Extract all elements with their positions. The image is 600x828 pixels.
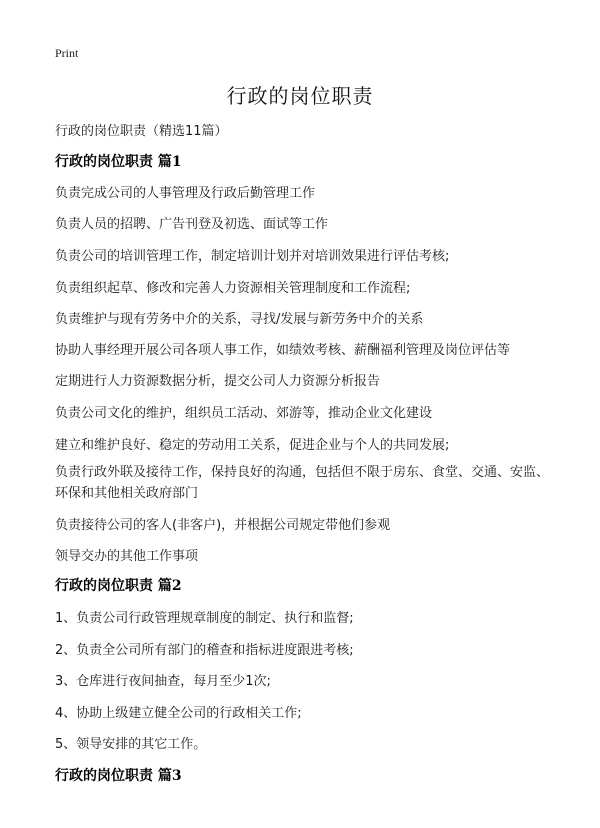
list-item: 负责维护与现有劳务中介的关系，寻找/发展与新劳务中介的关系 bbox=[55, 312, 424, 327]
document-subtitle: 行政的岗位职责（精选11篇） bbox=[55, 124, 228, 139]
list-item: 领导交办的其他工作事项 bbox=[55, 549, 199, 564]
list-item: 3、仓库进行夜间抽查，每月至少1次; bbox=[55, 674, 271, 689]
list-item: 负责接待公司的客人(非客户)，并根据公司规定带他们参观 bbox=[55, 518, 391, 533]
page-title: 行政的岗位职责 bbox=[226, 84, 374, 108]
list-item: 4、协助上级建立健全公司的行政相关工作; bbox=[55, 706, 302, 721]
list-item: 负责人员的招聘、广告刊登及初选、面试等工作 bbox=[55, 217, 329, 232]
list-item: 2、负责全公司所有部门的稽查和指标进度跟进考核; bbox=[55, 643, 354, 658]
list-item: 1、负责公司行政管理规章制度的制定、执行和监督; bbox=[55, 611, 354, 626]
list-item: 协助人事经理开展公司各项人事工作，如绩效考核、薪酬福利管理及岗位评估等 bbox=[55, 343, 511, 358]
list-item: 建立和维护良好、稳定的劳动用工关系，促进企业与个人的共同发展; bbox=[55, 438, 450, 453]
list-item: 5、领导安排的其它工作。 bbox=[55, 737, 207, 752]
list-item: 负责组织起草、修改和完善人力资源相关管理制度和工作流程; bbox=[55, 281, 411, 296]
list-item: 负责公司的培训管理工作，制定培训计划并对培训效果进行评估考核; bbox=[55, 249, 450, 264]
list-item: 定期进行人力资源数据分析，提交公司人力资源分析报告 bbox=[55, 374, 381, 389]
list-item: 负责行政外联及接待工作，保持良好的沟通，包括但不限于房东、食堂、交通、安监、环保和其他相关政府部门 bbox=[55, 465, 550, 501]
section-heading: 行政的岗位职责 篇3 bbox=[55, 768, 182, 784]
list-item: 负责公司文化的维护，组织员工活动、郊游等，推动企业文化建设 bbox=[55, 406, 433, 421]
list-item: 负责完成公司的人事管理及行政后勤管理工作 bbox=[55, 186, 316, 201]
section-heading: 行政的岗位职责 篇2 bbox=[55, 578, 182, 594]
section-heading: 行政的岗位职责 篇1 bbox=[55, 154, 182, 170]
print-label: Print bbox=[55, 46, 79, 60]
